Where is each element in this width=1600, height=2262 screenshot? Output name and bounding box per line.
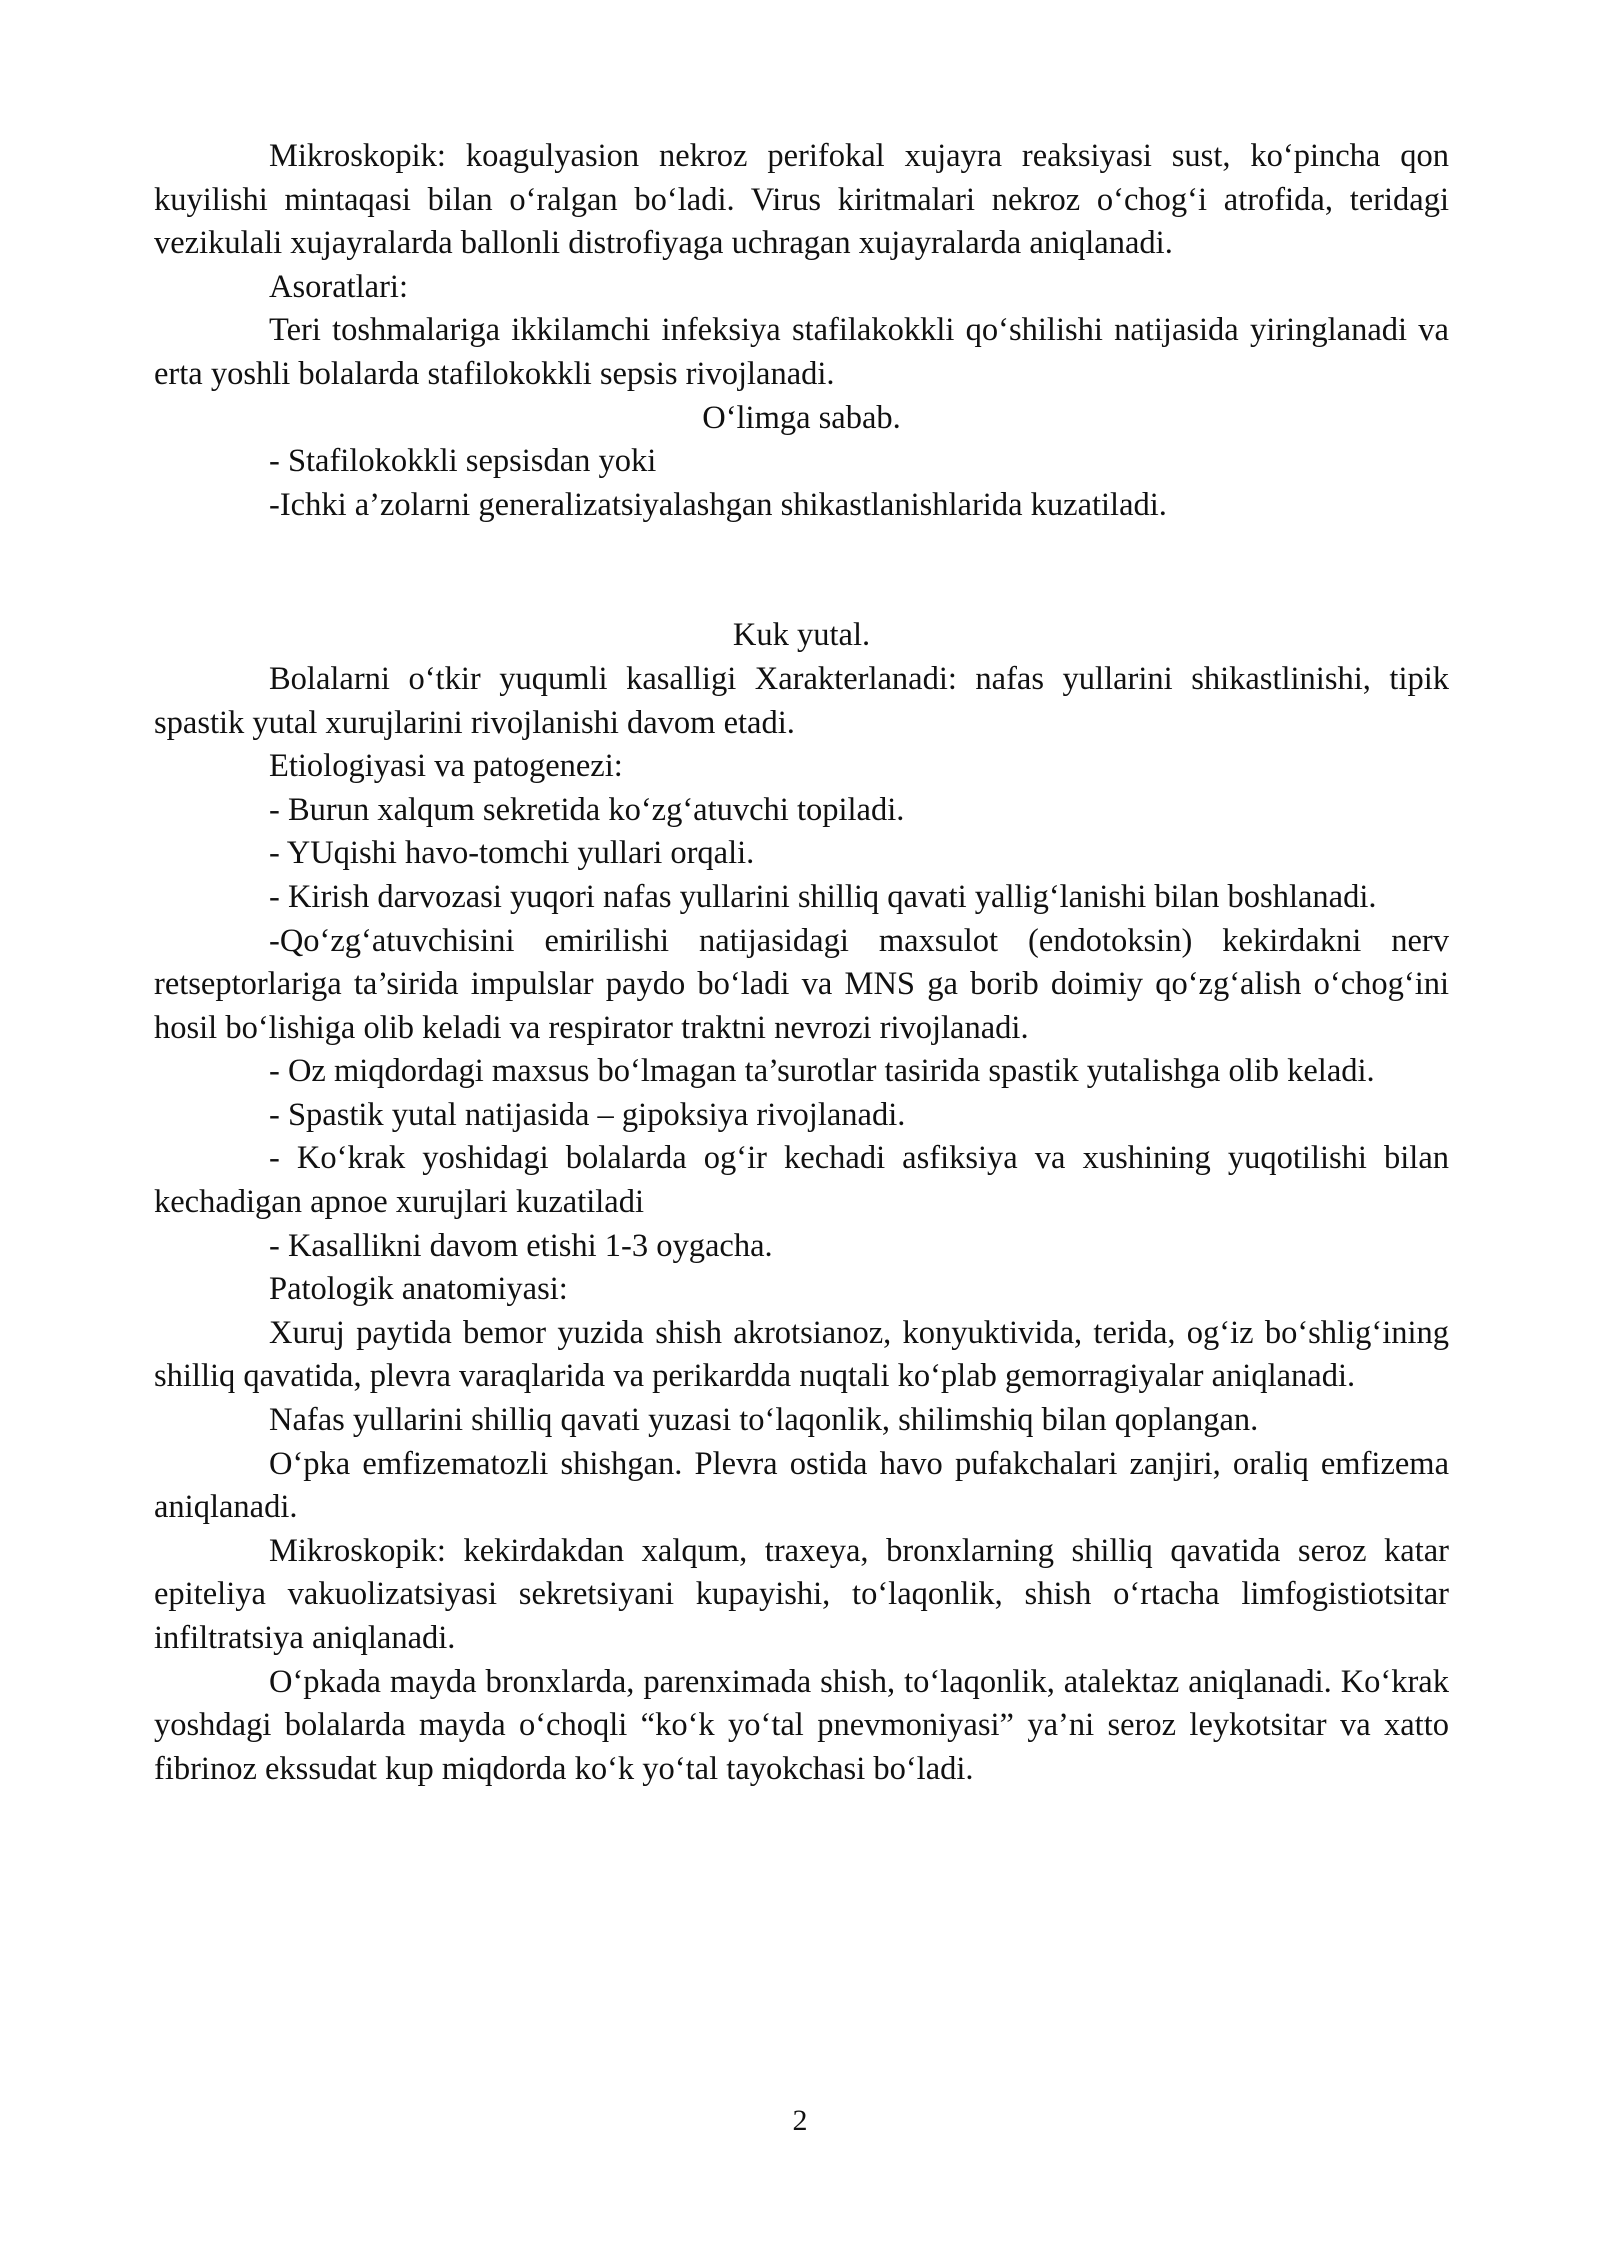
list-item-generalized: -Ichki a’zolarni generalizatsiyalashgan shikastlanishlarida kuzatiladi. [269,486,1167,523]
paragraph-airways: Nafas yullarini shilliq qavati yuzasi toʻlaqonlik, shilimshiq bilan qoplangan. [269,1402,1259,1439]
paragraph-definition: Bolalarni oʻtkir yuqumli kasalligi Xarakterlanadi: nafas yullarini shikastlinishi, tipik spastik yutal xurujlarini rivojlanishi davom etadi. [154,660,1449,741]
paragraph-complications: Teri toshmalariga ikkilamchi infeksiya stafilakokkli qoʻshilishi natijasida yiringlanadi va erta yoshli bolalarda stafilokokkli sepsis rivojlanadi. [154,312,1449,392]
document-body [154,135,1449,1791]
list-item-transmission: - YUqishi havo-tomchi yullari orqali. [269,835,755,872]
heading-complications: Asoratlari: [269,268,408,305]
list-item-entry: - Kirish darvozasi yuqori nafas yullarini shilliq qavati yalligʻlanishi bilan boshlanadi. [269,878,1377,915]
paragraph-hemorrhages: Xuruj paytida bemor yuzida shish akrotsianoz, konyuktivida, terida, ogʻiz boʻshligʻining shilliq qavatida, plevra varaqlarida va perikardda nuqtali koʻplab gemorragiyalar aniqlanadi. [154,1314,1449,1395]
paragraph-microscopy: Mikroskopik: kekirdakdan xalqum, traxeya, bronxlarning shilliq qavatida seroz katar epiteliya vakuolizatsiyasi sekretsiyani kupayishi, toʻlaqonlik, shish oʻrtacha limfogistiotsitar infiltratsiya aniqlanadi. [154,1532,1449,1656]
list-item-irritants: - Oz miqdordagi maxsus boʻlmagan ta’surotlar tasirida spastik yutalishga olib keladi. [269,1053,1375,1090]
heading-pathologic-anatomy: Patologik anatomiyasi: [269,1271,568,1308]
heading-cause-of-death: Oʻlimga sabab. [702,399,901,436]
list-item-infants: - Koʻkrak yoshidagi bolalarda ogʻir kechadi asfiksiya va xushining yuqotilishi bilan kechadigan apnoe xurujlari kuzatiladi [154,1140,1449,1221]
list-item-hypoxia: - Spastik yutal natijasida – gipoksiya rivojlanadi. [269,1096,906,1133]
paragraph-microscopy-intro: Mikroskopik: koagulyasion nekroz perifokal xujayra reaksiyasi sust, koʻpincha qon kuyilishi mintaqasi bilan oʻralgan boʻladi. Virus kiritmalari nekroz oʻchogʻi atrofida, teridagi vezikulali xujayralarda ballonli distrofiyaga uchragan xujayralarda aniqlanadi. [154,138,1449,262]
paragraph-lungs: Oʻpkada mayda bronxlarda, parenximada shish, toʻlaqonlik, atalektaz aniqlanadi. Koʻkrak yoshdagi bolalarda mayda oʻchoqli “koʻk yoʻtal pnevmoniyasi” ya’ni seroz leykotsitar va xatto fibrinoz ekssudat kup miqdorda koʻk yoʻtal tayokchasi boʻladi. [154,1663,1449,1787]
list-item-pathogen: - Burun xalqum sekretida koʻzgʻatuvchi topiladi. [269,791,905,828]
list-item-duration: - Kasallikni davom etishi 1-3 oygacha. [269,1227,773,1264]
page-number: 2 [792,2104,808,2137]
paragraph-emphysema: Oʻpka emfizematozli shishgan. Plevra ostida havo pufakchalari zanjiri, oraliq emfizema aniqlanadi. [154,1445,1449,1526]
heading-etiology: Etiologiyasi va patogenezi: [269,748,623,785]
list-item-sepsis: - Stafilokokkli sepsisdan yoki [269,443,657,480]
section-spacer [154,527,1449,614]
section-title-whooping-cough: Kuk yutal. [732,617,871,654]
list-item-endotoxin: -Qoʻzgʻatuvchisini emirilishi natijasidagi maxsulot (endotoksin) kekirdakni nerv retseptorlariga ta’sirida impulslar paydo boʻladi va MNS ga borib doimiy qoʻzgʻalish oʻchogʻini hosil boʻlishiga olib keladi va respirator traktni nevrozi rivojlanadi. [154,922,1449,1046]
